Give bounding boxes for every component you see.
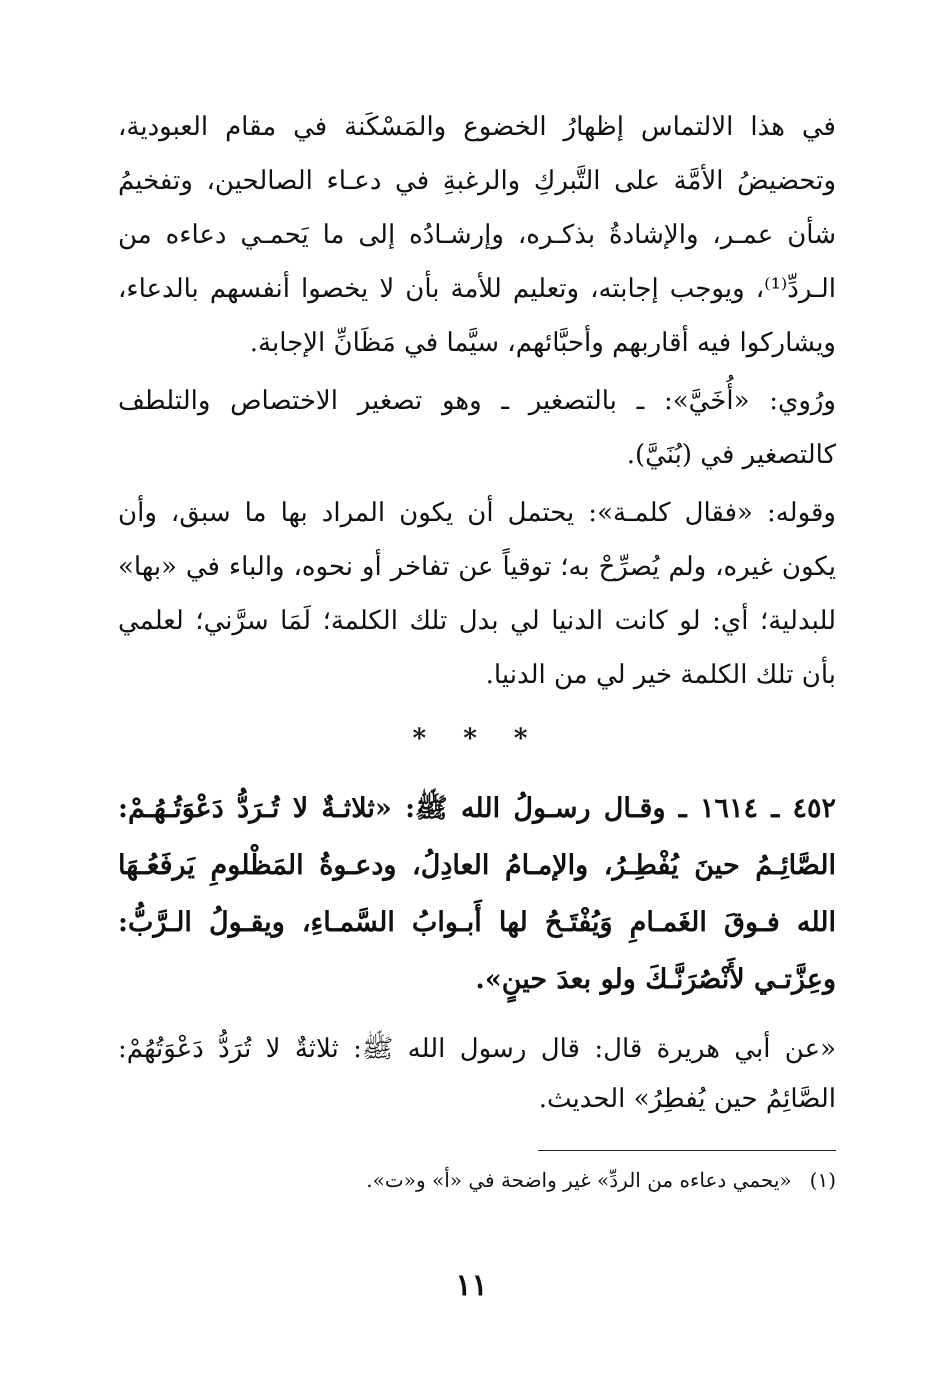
commentary-paragraph-1: في هذا الالتماس إظهارُ الخضوع والمَسْكَنة في مقام العبودية، وتحضيضُ الأمَّة على التَّبركِ والرغبةِ في دعـاء الصالحين، وتفخيمُ شأن عمـر، والإشادةُ بذكـره، وإرشـادُه إلى ما يَحمـي دعاءه من الـردِّ⁽¹⁾، ويوجب إجابته، وتعليم للأمة بأن لا يخصوا أنفسهم بالدعاء، ويشاركوا فيه أقاربهم وأحبَّائهم، سيَّما في مَظَانِّ الإجابة. — [118, 112, 836, 358]
hadith-source: «عن أبي هريرة قال: قال رسول الله ﷺ: ثلاثةٌ لا تُرَدُّ دَعْوَتُهُمْ: الصَّائِمُ حين يُفطِرُ» الحديث. — [118, 1034, 836, 1114]
footnote-divider — [538, 1150, 836, 1151]
hadith-text: ٤٥٢ ـ ١٦١٤ ـ وقـال رسـولُ الله ﷺ: «ثلاثـةٌ لا تُـرَدُّ دَعْوَتُـهُـمْ: الصَّائِـمُ حينَ يُفْطِـرُ، والإمـامُ العادِلُ، ودعـوةُ المَظْلومِ يَرفَعُـهَا الله فـوقَ الغَمـامِ وَيُفْتَـحُ لها أَبـوابُ السَّمـاءِ، ويقـولُ الـرَّبُّ: وعِزَّتـي لأَنْصُرَنَّـكَ ولو بعدَ حينٍ». — [118, 793, 836, 995]
footnote-number: (١) — [809, 1168, 836, 1192]
commentary-paragraph-3: وقوله: «فقال كلمـة»: يحتمل أن يكون المراد بها ما سبق، وأن يكون غيره، ولم يُصرِّحْ به؛ توقياً عن تفاخر أو نحوه، والباء في «بها» للبدلية؛ أي: لو كانت الدنيا لي بدل تلك الكلمة؛ لَمَا سرَّني؛ لعلمي بأن تلك الكلمة خير لي من الدنيا. — [118, 498, 836, 690]
page-number: ١١ — [455, 1268, 488, 1303]
commentary-paragraph-2: ورُوي: «أُخَيَّ»: ـ بالتصغير ـ وهو تصغير الاختصاص والتلطف كالتصغير في (بُنَيَّ). — [118, 386, 836, 470]
section-separator: * * * — [412, 724, 542, 754]
footnote — [118, 1165, 836, 1195]
page-content — [118, 100, 836, 1330]
footnote-text: «يحمي دعاءه من الردِّ» غير واضحة في «أ» و«ت». — [366, 1168, 792, 1192]
